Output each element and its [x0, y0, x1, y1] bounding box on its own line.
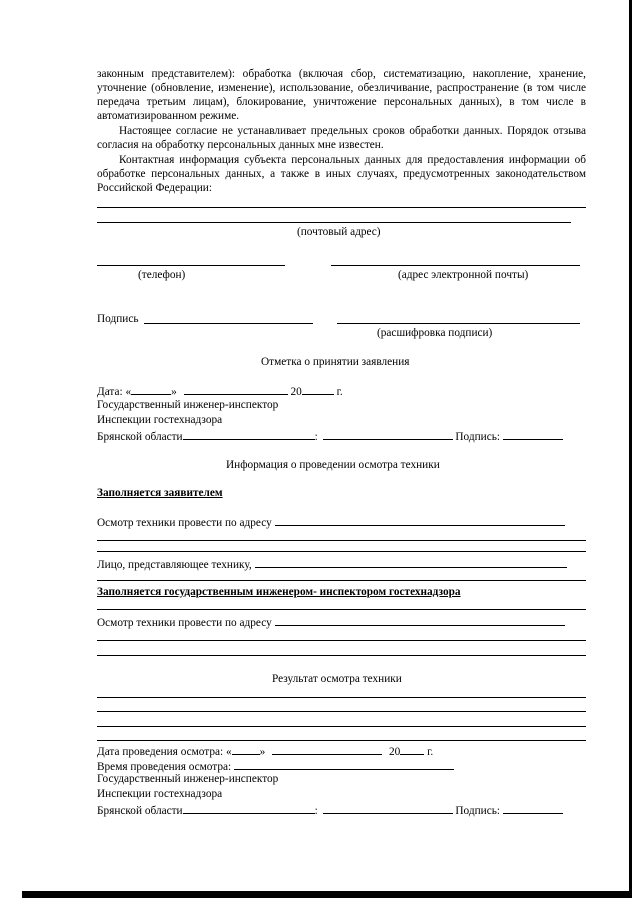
acceptance-year-suffix: г.	[336, 386, 343, 398]
applicant-address-row	[97, 514, 565, 530]
consent-paragraph-1: законным представителем): обработка (включая сбор, систематизацию, накопление, хранение, уточнение (обновление, изменение), использование, обезличивание, распространение (в том числе передача третьим лицам), блокирование, уничтожение персональных данных), в том числе в автоматизированном режиме.	[97, 68, 586, 122]
acceptance-inspector-line1: Государственный инженер-инспектор	[97, 399, 279, 411]
result-time-field[interactable]	[234, 758, 454, 770]
acceptance-date-label: Дата: «	[97, 386, 132, 398]
acceptance-colon: :	[314, 431, 318, 443]
result-inspector-line1: Государственный инженер-инспектор	[97, 773, 279, 785]
person-row	[97, 556, 567, 572]
scan-edge-bottom	[22, 891, 632, 898]
result-date-label: Дата проведения осмотра: «	[97, 746, 232, 758]
result-line-3[interactable]	[97, 726, 586, 727]
email-label: (адрес электронной почты)	[398, 269, 529, 281]
applicant-heading: Заполняется заявителем	[97, 487, 223, 499]
consent-paragraph-3: Контактная информация субъекта персональных данных для предоставления информации об обработке персональных данных, а также в иных случаях, предусмотренных законодательством Российской Федерации:	[97, 154, 586, 194]
result-line-1[interactable]	[97, 697, 586, 698]
result-inspector-line2: Инспекции гостехнадзора	[97, 788, 223, 800]
inspector-address-field[interactable]	[275, 614, 565, 626]
acceptance-day-field[interactable]	[131, 383, 171, 395]
scan-edge-right	[629, 0, 632, 893]
acceptance-inspector-name-field[interactable]	[183, 428, 315, 440]
result-inspector-extra-field[interactable]	[323, 802, 453, 814]
phone-line[interactable]	[97, 265, 285, 266]
result-month-field[interactable]	[272, 743, 382, 755]
inspector-heading: Заполняется государственным инженером- инспектором гостехнадзора	[97, 586, 461, 598]
acceptance-inspector-row	[97, 428, 563, 444]
signature-label: Подпись	[97, 313, 139, 325]
email-line[interactable]	[331, 265, 580, 266]
acceptance-signature-label: Подпись:	[455, 431, 501, 443]
acceptance-date-row	[97, 383, 343, 399]
applicant-address-field[interactable]	[275, 514, 565, 526]
result-year-suffix: г.	[427, 746, 434, 758]
applicant-address-line-2[interactable]	[97, 540, 586, 541]
result-date-quote: »	[259, 746, 266, 758]
acceptance-inspector-extra-field[interactable]	[323, 428, 453, 440]
signature-decoding-line[interactable]	[337, 323, 580, 324]
postal-address-line-1[interactable]	[97, 207, 586, 208]
inspector-address-line-3[interactable]	[97, 655, 586, 656]
inspection-title: Информация о проведении осмотра техники	[226, 459, 440, 471]
result-region-label: Брянской области	[97, 805, 183, 817]
result-title: Результат осмотра техники	[272, 673, 402, 685]
result-time-label: Время проведения осмотра:	[97, 761, 232, 773]
consent-paragraph-2: Настоящее согласие не устанавливает предельных сроков обработки данных. Порядок отзыва согласия на обработку персональных данных мне известен.	[97, 125, 586, 151]
acceptance-year-field[interactable]	[302, 383, 334, 395]
signature-line[interactable]	[144, 323, 313, 324]
result-inspector-name-field[interactable]	[183, 802, 315, 814]
applicant-address-label: Осмотр техники провести по адресу	[97, 517, 272, 529]
postal-address-line-2[interactable]	[97, 222, 571, 223]
inspector-address-label: Осмотр техники провести по адресу	[97, 617, 272, 629]
person-label: Лицо, представляющее технику,	[97, 559, 252, 571]
acceptance-year-prefix: 20	[290, 386, 302, 398]
applicant-address-line-3[interactable]	[97, 551, 586, 552]
signature-decoding-label: (расшифровка подписи)	[377, 327, 493, 339]
postal-address-label: (почтовый адрес)	[297, 226, 381, 238]
phone-label: (телефон)	[138, 269, 186, 281]
inspector-address-line-2[interactable]	[97, 640, 586, 641]
acceptance-title: Отметка о принятии заявления	[261, 356, 410, 368]
acceptance-region-label: Брянской области	[97, 431, 183, 443]
acceptance-month-field[interactable]	[184, 383, 288, 395]
inspector-line-1[interactable]	[97, 609, 586, 610]
result-signature-label: Подпись:	[455, 805, 501, 817]
result-year-field[interactable]	[400, 743, 424, 755]
result-line-2[interactable]	[97, 711, 586, 712]
result-date-row	[97, 743, 433, 759]
result-line-4[interactable]	[97, 740, 586, 741]
result-colon: :	[314, 805, 318, 817]
result-signature-field[interactable]	[503, 802, 563, 814]
acceptance-date-quote: »	[171, 386, 177, 398]
result-day-field[interactable]	[232, 743, 260, 755]
person-field[interactable]	[255, 556, 567, 568]
inspector-address-row	[97, 614, 565, 630]
result-year-prefix: 20	[388, 746, 401, 758]
acceptance-inspector-line2: Инспекции гостехнадзора	[97, 414, 223, 426]
acceptance-signature-field[interactable]	[503, 428, 563, 440]
result-inspector-row	[97, 802, 563, 818]
person-line-2[interactable]	[97, 580, 586, 581]
